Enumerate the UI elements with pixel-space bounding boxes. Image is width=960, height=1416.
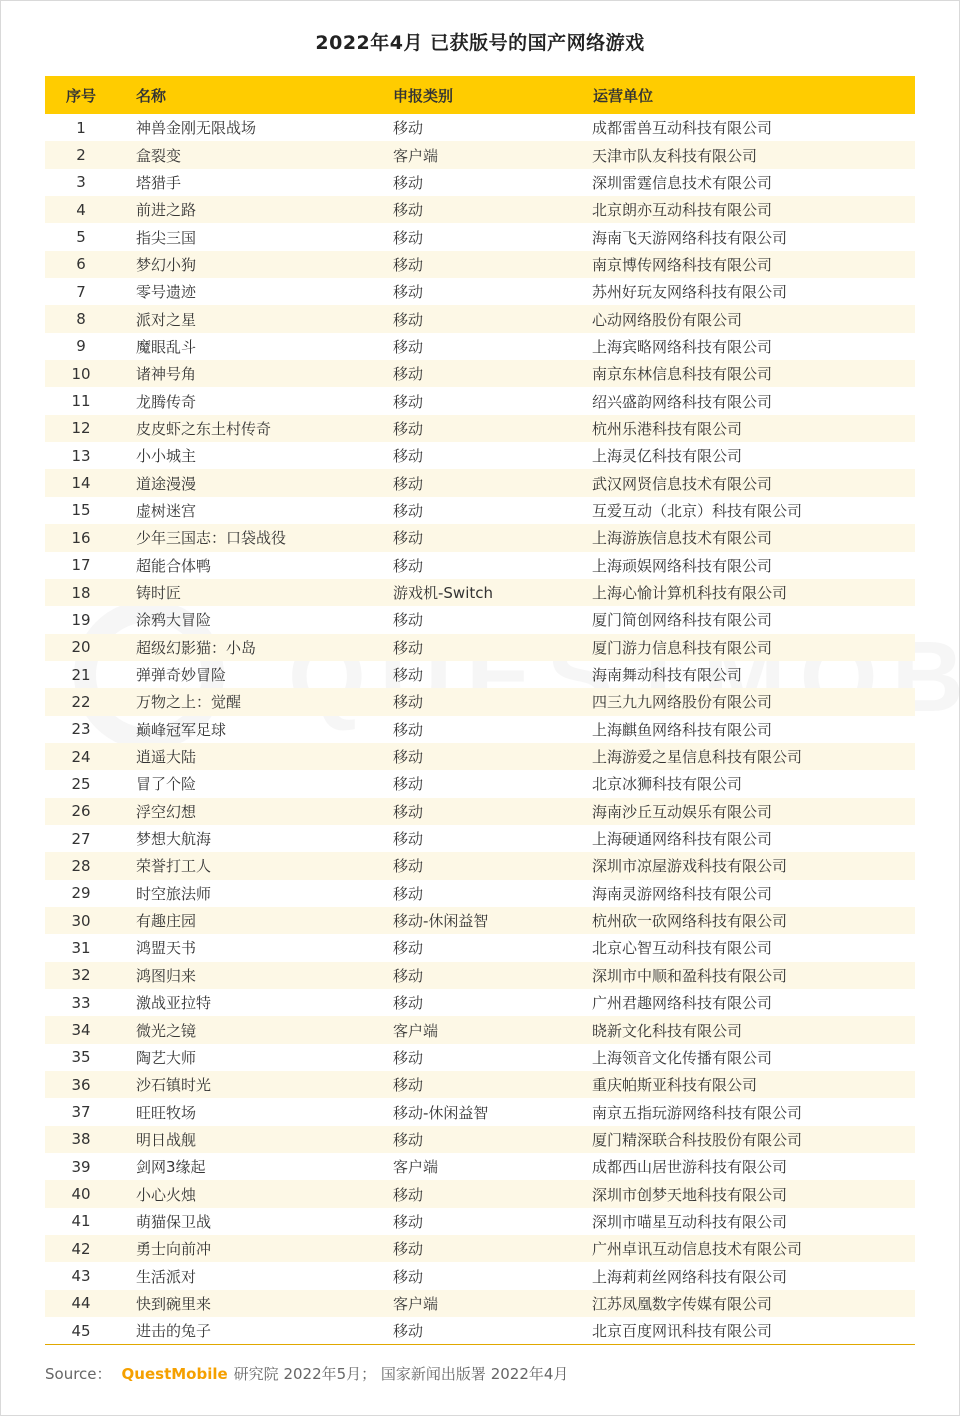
cell-type: 移动 bbox=[393, 501, 424, 520]
cell-index: 14 bbox=[71, 474, 91, 493]
cell-type: 移动 bbox=[393, 1048, 424, 1067]
cell-operator: 上海领音文化传播有限公司 bbox=[592, 1048, 773, 1067]
cell-name: 万物之上：觉醒 bbox=[136, 693, 242, 712]
table-row bbox=[45, 934, 915, 961]
table-row bbox=[45, 743, 915, 770]
table-row bbox=[45, 333, 915, 360]
cell-name: 勇士向前冲 bbox=[136, 1240, 212, 1259]
cell-operator: 深圳雷霆信息技术有限公司 bbox=[592, 173, 773, 192]
table-row bbox=[45, 360, 915, 387]
cell-index: 34 bbox=[71, 1021, 91, 1040]
cell-operator: 北京心智互动科技有限公司 bbox=[592, 939, 773, 958]
cell-index: 13 bbox=[71, 446, 91, 465]
cell-type: 移动 bbox=[393, 720, 424, 739]
table-row bbox=[45, 415, 915, 442]
cell-index: 32 bbox=[71, 966, 91, 985]
cell-type: 移动 bbox=[393, 201, 424, 220]
cell-index: 26 bbox=[71, 802, 91, 821]
cell-name: 剑网3缘起 bbox=[136, 1158, 206, 1177]
cell-operator: 上海宾略网络科技有限公司 bbox=[592, 337, 773, 356]
table-row bbox=[45, 552, 915, 579]
cell-name: 超级幻影猫：小岛 bbox=[136, 638, 257, 657]
table-row bbox=[45, 880, 915, 907]
header-index: 序号 bbox=[65, 86, 96, 105]
table-row bbox=[45, 770, 915, 797]
cell-operator: 武汉网贤信息技术有限公司 bbox=[592, 474, 773, 493]
cell-index: 20 bbox=[71, 638, 91, 657]
cell-name: 涂鸦大冒险 bbox=[136, 611, 212, 630]
cell-name: 鸿图归来 bbox=[136, 966, 197, 985]
cell-operator: 海南沙丘互动娱乐有限公司 bbox=[592, 802, 773, 821]
cell-name: 指尖三国 bbox=[136, 228, 197, 247]
cell-name: 诸神号角 bbox=[136, 365, 197, 384]
table-row bbox=[45, 1180, 915, 1207]
cell-operator: 深圳市喵星互动科技有限公司 bbox=[592, 1212, 788, 1231]
cell-type: 移动 bbox=[393, 310, 424, 329]
table-row bbox=[45, 1044, 915, 1071]
cell-name: 激战亚拉特 bbox=[136, 994, 212, 1013]
cell-operator: 上海莉莉丝网络科技有限公司 bbox=[592, 1267, 788, 1286]
header-name: 名称 bbox=[136, 86, 167, 105]
cell-operator: 北京冰狮科技有限公司 bbox=[592, 775, 743, 794]
cell-operator: 厦门简创网络科技有限公司 bbox=[592, 611, 773, 630]
table-row bbox=[45, 852, 915, 879]
cell-operator: 广州君趣网络科技有限公司 bbox=[592, 994, 773, 1013]
cell-name: 小小城主 bbox=[136, 447, 197, 466]
cell-operator: 南京东林信息科技有限公司 bbox=[592, 365, 773, 384]
cell-name: 快到碗里来 bbox=[136, 1294, 212, 1313]
table-row bbox=[45, 1098, 915, 1125]
cell-index: 10 bbox=[71, 364, 91, 383]
table-row bbox=[45, 661, 915, 688]
cell-index: 36 bbox=[71, 1075, 91, 1094]
cell-index: 2 bbox=[76, 146, 86, 165]
cell-type: 移动 bbox=[393, 255, 424, 274]
cell-type: 移动 bbox=[393, 474, 424, 493]
table-row bbox=[45, 387, 915, 414]
table-header bbox=[45, 76, 915, 114]
cell-operator: 广州卓讯互动信息技术有限公司 bbox=[592, 1240, 803, 1259]
cell-operator: 深圳市中顺和盈科技有限公司 bbox=[592, 966, 788, 985]
cell-operator: 南京博传网络科技有限公司 bbox=[592, 255, 773, 274]
table-row bbox=[45, 1153, 915, 1180]
table-row bbox=[45, 251, 915, 278]
cell-index: 15 bbox=[71, 501, 91, 520]
table-body bbox=[45, 114, 915, 1345]
cell-name: 派对之星 bbox=[136, 310, 197, 329]
cell-type: 移动 bbox=[393, 529, 424, 548]
cell-index: 29 bbox=[71, 884, 91, 903]
table-row bbox=[45, 497, 915, 524]
cell-type: 移动-休闲益智 bbox=[393, 912, 489, 931]
source-text: 研究院 2022年5月； 国家新闻出版署 2022年4月 bbox=[233, 1365, 569, 1383]
cell-name: 零号遗迹 bbox=[136, 283, 197, 302]
table-row bbox=[45, 579, 915, 606]
cell-type: 移动 bbox=[393, 611, 424, 630]
cell-operator: 天津市队友科技有限公司 bbox=[592, 146, 758, 165]
cell-name: 神兽金刚无限战场 bbox=[136, 119, 257, 138]
table-row bbox=[45, 1262, 915, 1289]
cell-type: 移动 bbox=[393, 966, 424, 985]
table-row bbox=[45, 1317, 915, 1344]
table-row bbox=[45, 1290, 915, 1317]
table-row bbox=[45, 688, 915, 715]
cell-index: 35 bbox=[71, 1048, 91, 1067]
cell-operator: 成都西山居世游科技有限公司 bbox=[592, 1158, 788, 1177]
cell-index: 6 bbox=[76, 255, 86, 274]
table-row bbox=[45, 1235, 915, 1262]
cell-type: 移动 bbox=[393, 994, 424, 1013]
cell-index: 7 bbox=[76, 282, 86, 301]
cell-operator: 上海游爱之星信息科技有限公司 bbox=[592, 748, 803, 767]
cell-operator: 上海游族信息技术有限公司 bbox=[592, 529, 773, 548]
cell-name: 明日战舰 bbox=[136, 1130, 197, 1149]
cell-index: 43 bbox=[71, 1267, 91, 1286]
table-row bbox=[45, 1071, 915, 1098]
cell-index: 9 bbox=[76, 337, 86, 356]
cell-type: 移动 bbox=[393, 939, 424, 958]
cell-name: 微光之镜 bbox=[136, 1021, 197, 1040]
cell-operator: 苏州好玩友网络科技有限公司 bbox=[592, 283, 788, 302]
cell-type: 移动 bbox=[393, 365, 424, 384]
cell-operator: 绍兴盛韵网络科技有限公司 bbox=[592, 392, 773, 411]
table-row bbox=[45, 1016, 915, 1043]
cell-operator: 海南飞天游网络科技有限公司 bbox=[592, 228, 788, 247]
cell-index: 30 bbox=[71, 911, 91, 930]
table-row bbox=[45, 989, 915, 1016]
table-row bbox=[45, 141, 915, 168]
cell-name: 铸时匠 bbox=[136, 584, 182, 603]
cell-name: 前进之路 bbox=[136, 201, 197, 220]
cell-operator: 南京五指玩游网络科技有限公司 bbox=[592, 1103, 803, 1122]
cell-index: 33 bbox=[71, 993, 91, 1012]
cell-type: 移动 bbox=[393, 419, 424, 438]
cell-name: 浮空幻想 bbox=[136, 802, 197, 821]
cell-type: 移动 bbox=[393, 638, 424, 657]
table-row bbox=[45, 469, 915, 496]
cell-name: 生活派对 bbox=[136, 1267, 197, 1286]
cell-name: 道途漫漫 bbox=[136, 474, 197, 493]
table-row bbox=[45, 442, 915, 469]
table-row bbox=[45, 196, 915, 223]
cell-type: 移动 bbox=[393, 447, 424, 466]
cell-index: 28 bbox=[71, 856, 91, 875]
cell-type: 移动 bbox=[393, 392, 424, 411]
page-title: 2022年4月 已获版号的国产网络游戏 bbox=[315, 32, 645, 54]
cell-name: 沙石镇时光 bbox=[136, 1076, 212, 1095]
cell-index: 41 bbox=[71, 1212, 91, 1231]
cell-name: 虚树迷宫 bbox=[136, 501, 197, 520]
cell-operator: 北京百度网讯科技有限公司 bbox=[592, 1322, 773, 1341]
table-row bbox=[45, 524, 915, 551]
cell-operator: 心动网络股份有限公司 bbox=[592, 310, 743, 329]
cell-type: 移动 bbox=[393, 556, 424, 575]
cell-index: 22 bbox=[71, 692, 91, 711]
cell-name: 少年三国志：口袋战役 bbox=[136, 529, 287, 548]
cell-index: 12 bbox=[71, 419, 91, 438]
cell-operator: 杭州砍一砍网络科技有限公司 bbox=[592, 912, 788, 931]
cell-index: 16 bbox=[71, 528, 91, 547]
cell-type: 移动 bbox=[393, 748, 424, 767]
table-row bbox=[45, 1208, 915, 1235]
cell-type: 移动 bbox=[393, 119, 424, 138]
cell-operator: 海南灵游网络科技有限公司 bbox=[592, 884, 773, 903]
cell-operator: 深圳市创梦天地科技有限公司 bbox=[592, 1185, 788, 1204]
cell-type: 客户端 bbox=[393, 1294, 439, 1313]
cell-type: 移动 bbox=[393, 884, 424, 903]
cell-type: 移动-休闲益智 bbox=[393, 1103, 489, 1122]
cell-index: 5 bbox=[76, 228, 86, 247]
table-row bbox=[45, 634, 915, 661]
cell-index: 19 bbox=[71, 610, 91, 629]
games-table bbox=[45, 76, 915, 1345]
cell-type: 移动 bbox=[393, 830, 424, 849]
cell-operator: 重庆帕斯亚科技有限公司 bbox=[592, 1076, 758, 1095]
header-type: 申报类别 bbox=[393, 86, 454, 105]
cell-operator: 互爱互动（北京）科技有限公司 bbox=[592, 501, 803, 520]
cell-operator: 上海灵亿科技有限公司 bbox=[592, 447, 743, 466]
cell-name: 盒裂变 bbox=[136, 146, 182, 165]
cell-type: 移动 bbox=[393, 283, 424, 302]
cell-index: 42 bbox=[71, 1239, 91, 1258]
cell-type: 移动 bbox=[393, 1130, 424, 1149]
cell-operator: 上海顽娱网络科技有限公司 bbox=[592, 556, 773, 575]
cell-type: 客户端 bbox=[393, 1021, 439, 1040]
cell-type: 游戏机-Switch bbox=[393, 584, 494, 603]
cell-name: 进击的兔子 bbox=[136, 1322, 212, 1341]
cell-name: 梦幻小狗 bbox=[136, 255, 197, 274]
cell-type: 移动 bbox=[393, 1322, 424, 1341]
cell-type: 移动 bbox=[393, 337, 424, 356]
cell-name: 小心火烛 bbox=[136, 1185, 197, 1204]
table-row bbox=[45, 606, 915, 633]
cell-name: 塔猎手 bbox=[136, 173, 182, 192]
cell-type: 移动 bbox=[393, 802, 424, 821]
table-row bbox=[45, 278, 915, 305]
cell-index: 11 bbox=[71, 392, 91, 411]
cell-name: 巅峰冠军足球 bbox=[136, 720, 227, 739]
cell-type: 移动 bbox=[393, 775, 424, 794]
source-footer bbox=[45, 1363, 568, 1384]
cell-name: 有趣庄园 bbox=[136, 912, 197, 931]
cell-index: 25 bbox=[71, 774, 91, 793]
cell-type: 移动 bbox=[393, 857, 424, 876]
cell-type: 客户端 bbox=[393, 1158, 439, 1177]
source-label: Source： bbox=[45, 1365, 112, 1383]
cell-name: 超能合体鸭 bbox=[136, 556, 212, 575]
cell-operator: 上海硬通网络科技有限公司 bbox=[592, 830, 773, 849]
table-row bbox=[45, 169, 915, 196]
cell-operator: 厦门游力信息科技有限公司 bbox=[592, 638, 773, 657]
cell-name: 荣誉打工人 bbox=[136, 857, 212, 876]
cell-index: 8 bbox=[76, 310, 86, 329]
table-row bbox=[45, 114, 915, 141]
cell-type: 移动 bbox=[393, 1240, 424, 1259]
cell-operator: 四三九九网络股份有限公司 bbox=[592, 693, 773, 712]
table-row bbox=[45, 798, 915, 825]
cell-type: 移动 bbox=[393, 666, 424, 685]
cell-operator: 晓新文化科技有限公司 bbox=[592, 1021, 743, 1040]
cell-index: 18 bbox=[71, 583, 91, 602]
cell-name: 皮皮虾之东土村传奇 bbox=[136, 419, 272, 438]
cell-index: 37 bbox=[71, 1103, 91, 1122]
cell-operator: 杭州乐港科技有限公司 bbox=[592, 419, 743, 438]
cell-type: 移动 bbox=[393, 1212, 424, 1231]
header-operator: 运营单位 bbox=[593, 86, 654, 105]
cell-name: 萌猫保卫战 bbox=[136, 1212, 212, 1231]
cell-name: 梦想大航海 bbox=[136, 830, 212, 849]
cell-operator: 江苏凤凰数字传媒有限公司 bbox=[592, 1294, 773, 1313]
cell-type: 移动 bbox=[393, 693, 424, 712]
cell-index: 1 bbox=[76, 118, 86, 137]
cell-index: 40 bbox=[71, 1185, 91, 1204]
cell-operator: 海南舞动科技有限公司 bbox=[592, 666, 743, 685]
cell-index: 27 bbox=[71, 829, 91, 848]
table-row bbox=[45, 716, 915, 743]
cell-name: 旺旺牧场 bbox=[136, 1103, 197, 1122]
table-row bbox=[45, 223, 915, 250]
cell-name: 逍遥大陆 bbox=[136, 748, 197, 767]
table-row bbox=[45, 1126, 915, 1153]
cell-type: 移动 bbox=[393, 173, 424, 192]
cell-name: 时空旅法师 bbox=[136, 884, 212, 903]
cell-name: 龙腾传奇 bbox=[136, 392, 197, 411]
table-row bbox=[45, 305, 915, 332]
cell-index: 3 bbox=[76, 173, 86, 192]
cell-operator: 北京朗亦互动科技有限公司 bbox=[592, 201, 773, 220]
cell-name: 冒了个险 bbox=[136, 775, 197, 794]
brand-name: QuestMobile bbox=[121, 1365, 228, 1383]
cell-index: 39 bbox=[71, 1157, 91, 1176]
cell-type: 客户端 bbox=[393, 146, 439, 165]
cell-type: 移动 bbox=[393, 1076, 424, 1095]
cell-operator: 上海麒鱼网络科技有限公司 bbox=[592, 720, 773, 739]
cell-index: 45 bbox=[71, 1321, 91, 1340]
cell-type: 移动 bbox=[393, 228, 424, 247]
table-row bbox=[45, 825, 915, 852]
cell-operator: 厦门精深联合科技股份有限公司 bbox=[592, 1130, 803, 1149]
cell-operator: 上海心愉计算机科技有限公司 bbox=[592, 584, 788, 603]
cell-index: 31 bbox=[71, 938, 91, 957]
table-row bbox=[45, 907, 915, 934]
cell-index: 21 bbox=[71, 665, 91, 684]
cell-index: 44 bbox=[71, 1294, 91, 1313]
cell-name: 陶艺大师 bbox=[136, 1048, 197, 1067]
cell-index: 24 bbox=[71, 747, 91, 766]
cell-type: 移动 bbox=[393, 1267, 424, 1286]
cell-operator: 成都雷兽互动科技有限公司 bbox=[592, 119, 773, 138]
cell-name: 魔眼乱斗 bbox=[136, 337, 197, 356]
cell-name: 弹弹奇妙冒险 bbox=[136, 666, 227, 685]
cell-type: 移动 bbox=[393, 1185, 424, 1204]
cell-index: 23 bbox=[71, 720, 91, 739]
cell-index: 17 bbox=[71, 556, 91, 575]
cell-operator: 深圳市凉屋游戏科技有限公司 bbox=[592, 857, 788, 876]
cell-name: 鸿盟天书 bbox=[136, 939, 197, 958]
cell-index: 38 bbox=[71, 1130, 91, 1149]
table-row bbox=[45, 962, 915, 989]
cell-index: 4 bbox=[76, 200, 86, 219]
